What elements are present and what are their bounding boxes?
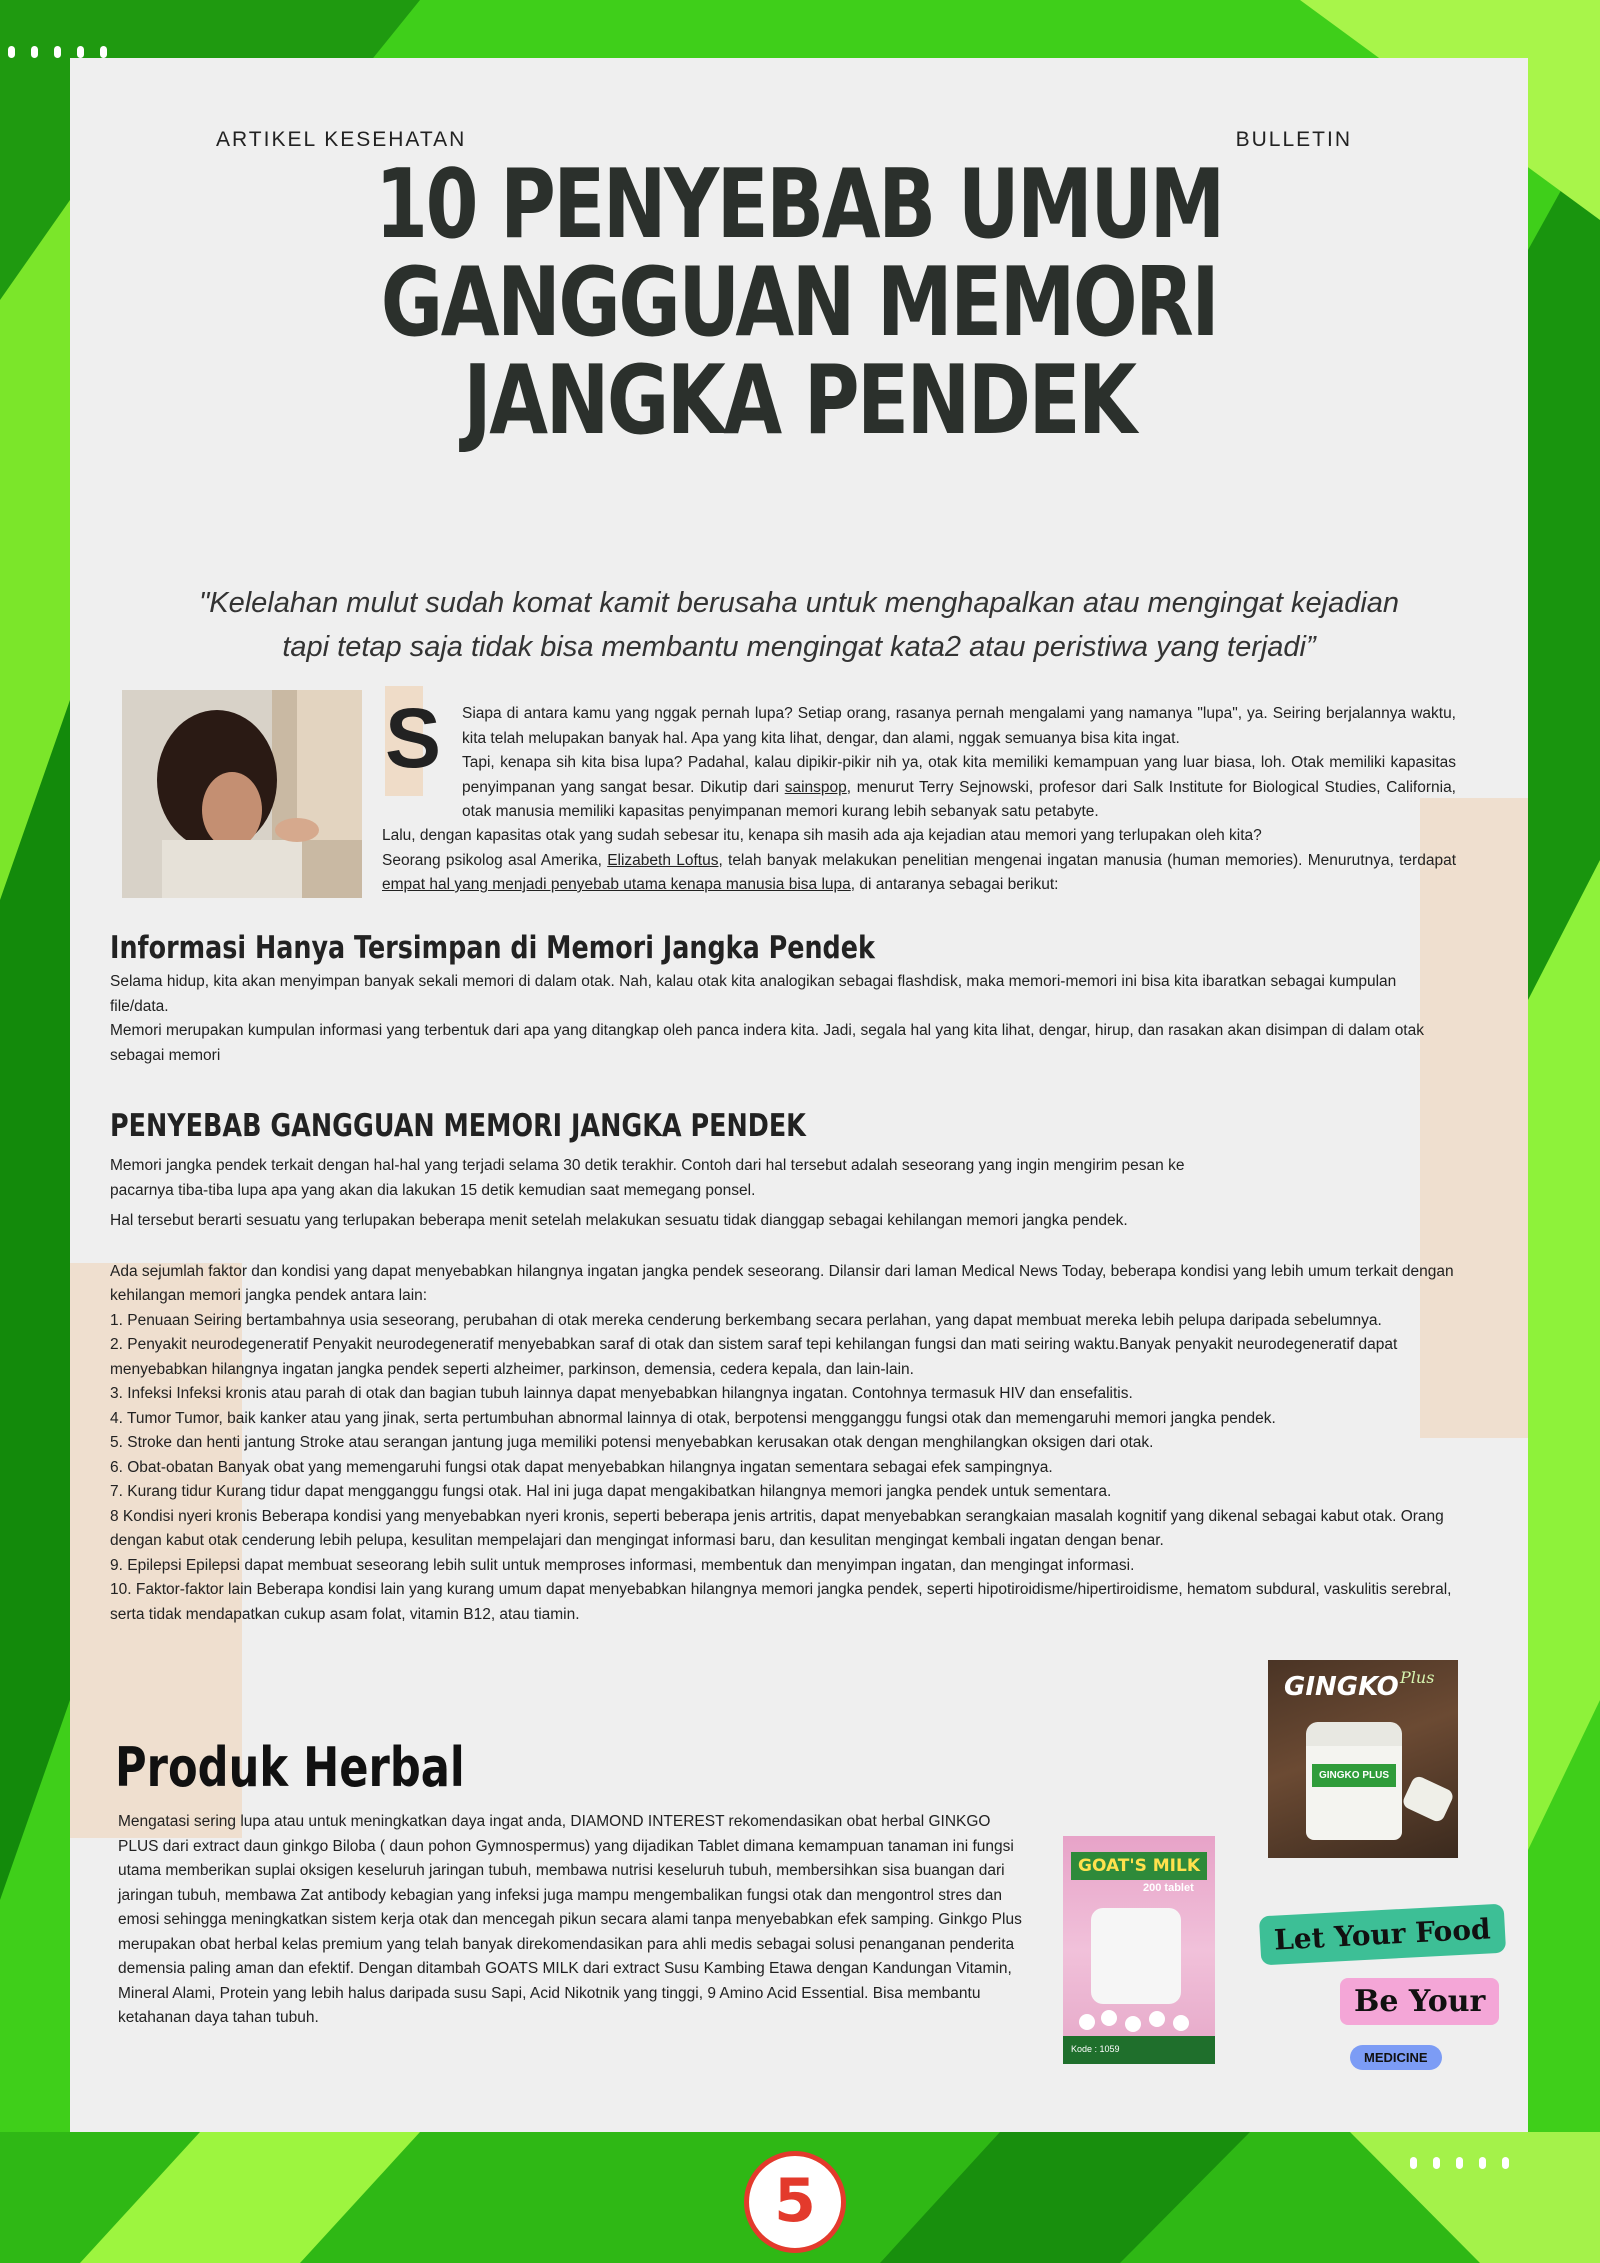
intro-text: , menurut Terry Sejnowski, profesor dari Salk Institute for Biological Studies, California, otak manusia memiliki kapasitas penyimpanan memori kurang lebih sebanyak satu petabyte. bbox=[462, 778, 1456, 820]
list-item: 1. Penuaan Seiring bertambahnya usia seseorang, perubahan di otak mereka cenderung berkembang secara perlahan, yang dapat membuat mereka lebih pelupa daripada sebelumnya. bbox=[110, 1311, 1382, 1329]
pull-quote bbox=[110, 581, 1488, 669]
section2-paragraph: Memori jangka pendek terkait dengan hal-hal yang terjadi selama 30 detik terakhir. Contoh dari hal tersebut adalah seseorang yang ingin mengirim pesan ke bbox=[110, 1157, 1185, 1174]
title-line: JANGKA PENDEK bbox=[463, 346, 1135, 456]
list-item: 6. Obat-obatan Banyak obat yang memengaruhi fungsi otak dapat menyebabkan hilangnya ingatan sementara sebagai efek sampingnya. bbox=[110, 1458, 1053, 1476]
bulletin-label: BULLETIN bbox=[1235, 128, 1352, 151]
penyebab-lupa-link[interactable]: empat hal yang menjadi penyebab utama kenapa manusia bisa lupa bbox=[382, 876, 851, 893]
quote-line: tapi tetap saja tidak bisa membantu mengingat kata2 atau peristiwa yang terjadi” bbox=[282, 631, 1316, 663]
section1-body bbox=[110, 970, 1456, 1068]
list-item: 2. Penyakit neurodegeneratif Penyakit neurodegeneratif menyebabkan saraf di otak dan sistem saraf tepi kehilangan fungsi dan mati seiring waktu.Banyak penyakit neurodegeneratif dapat menyebabkan hilangnya ingatan jangka pendek seperti alzheimer, parkinson, demensia, cedera kepala, dan lain-lain. bbox=[110, 1336, 1398, 1378]
section2-paragraph: Ada sejumlah faktor dan kondisi yang dapat menyebabkan hilangnya ingatan jangka pendek seseorang. Dilansir dari laman Medical News Today, beberapa kondisi yang lebih umum terkait dengan kehilangan memori jangka pendek antara lain: bbox=[110, 1262, 1454, 1304]
decorative-dots-top bbox=[8, 46, 107, 58]
gingko-plus-product-image bbox=[1268, 1660, 1458, 1858]
causes-list bbox=[110, 1309, 1456, 1628]
intro-paragraph-1 bbox=[462, 702, 1456, 825]
section2-paragraph: Hal tersebut berarti sesuatu yang terlupakan beberapa menit setelah melakukan sesuatu tidak dianggap sebagai kehilangan memori jangka pendek. bbox=[110, 1212, 1128, 1229]
intro-text: Tapi, kenapa sih kita bisa lupa? Padahal, kalau dipikir-pikir nih ya, otak kita memiliki kemampuan yang luar biasa, loh. Otak memiliki kapasitas penyimpanan yang sangat besar. Dikutip dari bbox=[462, 754, 1456, 796]
goats-milk-brand: GOAT'S MILK bbox=[1071, 1852, 1207, 1880]
intro-text: , di antaranya sebagai berikut: bbox=[850, 876, 1059, 893]
title-line: 10 PENYEBAB UMUM bbox=[375, 150, 1223, 260]
product-description: Mengatasi sering lupa atau untuk meningkatkan daya ingat anda, DIAMOND INTEREST rekomendasikan obat herbal GINKGO PLUS dari extract daun ginkgo Biloba ( daun pohon Gymnospermus) yang dijadikan Tablet dimana kemampuan tanaman ini fungsi utama memberikan suplai oksigen keseluruh jaringan tubuh, membawa nutrisi keseluruh tubuh, membersihkan sisa buangan dari jaringan tubuh, membawa Zat antibody kebagian yang infeksi juga mampu mengembalikan fungsi otak dan mengontrol stres dan emosi sehingga meningkatkan sistem kerja otak dan mencegah pikun secara alami tanpa menyebabkan efek samping. Ginkgo Plus merupakan obat herbal kelas premium yang telah banyak direkomendasikan para ahli medis sebagai solusi penanganan penderita demensia paling aman dan efektif. Dengan ditambah GOATS MILK dari extract Susu Kambing Etawa dengan Kandungan Vitamin, Mineral Alami, Protein yang lebih halus daripada susu Sapi, Acid Nikotnik yang tinggi, 9 Amino Acid Essential. Bisa membantu ketahanan daya tahan tubuh. bbox=[118, 1813, 1022, 2026]
goats-milk-code: Kode : 1059 bbox=[1063, 2036, 1215, 2064]
intro-text: Seorang psikolog asal Amerika, bbox=[382, 851, 608, 869]
slogan-line-3: MEDICINE bbox=[1350, 2045, 1442, 2070]
product-heading: Produk Herbal bbox=[115, 1736, 465, 1799]
section1-paragraph: Memori merupakan kumpulan informasi yang terbentuk dari apa yang ditangkap oleh panca indera kita. Jadi, segala hal yang kita lihat, dengar, hirup, dan rasakan akan disimpan di dalam otak sebagai memori bbox=[110, 1022, 1424, 1064]
goats-milk-bottle bbox=[1091, 1908, 1181, 2004]
goats-milk-product-image bbox=[1063, 1836, 1215, 2064]
small-bottle bbox=[1401, 1774, 1455, 1823]
list-item: 4. Tumor Tumor, baik kanker atau yang jinak, serta pertumbuhan abnormal lainnya di otak, berpotensi mengganggu fungsi otak dan memengaruhi memori jangka pendek. bbox=[110, 1409, 1276, 1427]
intro-text: , telah banyak melakukan penelitian mengenai ingatan manusia (human memories). Menurutnya, terdapat bbox=[718, 851, 1457, 869]
tablets bbox=[1073, 2008, 1203, 2034]
list-item: 9. Epilepsi Epilepsi dapat membuat seseorang lebih sulit untuk memproses informasi, membentuk dan menyimpan ingatan, dan mengingat informasi. bbox=[110, 1556, 1135, 1574]
page-number: 5 bbox=[744, 2151, 846, 2253]
decorative-dots-bottom bbox=[1410, 2157, 1509, 2169]
gingko-bottle-label: GINGKO PLUS bbox=[1312, 1764, 1396, 1787]
section1-paragraph: Selama hidup, kita akan menyimpan banyak sekali memori di dalam otak. Nah, kalau otak kita analogikan sebagai flashdisk, maka memori-memori ini bisa kita ibaratkan sebagai kumpulan file/data. bbox=[110, 973, 1397, 1015]
article-page bbox=[70, 58, 1528, 2132]
quote-line: "Kelelahan mulut sudah komat kamit berusaha untuk menghapalkan atau mengingat kejadian bbox=[198, 587, 1400, 619]
gingko-plus-label: Plus bbox=[1400, 1668, 1435, 1687]
section2-body bbox=[110, 1154, 1456, 1627]
section1-heading: Informasi Hanya Tersimpan di Memori Jangka Pendek bbox=[110, 930, 875, 966]
list-item: 7. Kurang tidur Kurang tidur dapat mengganggu fungsi otak. Hal ini juga dapat mengakibatkan hilangnya memori jangka pendek untuk sementara. bbox=[110, 1483, 1112, 1500]
intro-paragraph-2 bbox=[382, 824, 1456, 898]
woman-headache-photo bbox=[122, 690, 362, 898]
sainspop-link[interactable]: sainspop bbox=[784, 778, 847, 796]
section-label: ARTIKEL KESEHATAN bbox=[216, 128, 467, 151]
list-item: 10. Faktor-faktor lain Beberapa kondisi lain yang kurang umum dapat menyebabkan hilangnya memori jangka pendek, seperti hipotiroidisme/hipertiroidisme, hematom subdural, vaskulitis serebral, serta tidak mendapatkan cukup asam folat, vitamin B12, atau tiamin. bbox=[110, 1581, 1452, 1623]
goats-milk-count: 200 tablet bbox=[1143, 1882, 1194, 1894]
section2-heading: PENYEBAB GANGGUAN MEMORI JANGKA PENDEK bbox=[110, 1108, 806, 1144]
slogan-line-1: Let Your Food bbox=[1259, 1904, 1506, 1966]
elizabeth-loftus-link[interactable]: Elizabeth Loftus bbox=[607, 851, 719, 869]
drop-cap: S bbox=[385, 686, 423, 796]
intro-text: Siapa di antara kamu yang nggak pernah lupa? Setiap orang, rasanya pernah mengalami yang namanya "lupa", ya. Seiring berjalannya waktu, kita telah melupakan banyak hal. Apa yang kita lihat, dengar, dan alami, nggak semuanya bisa kita ingat. bbox=[462, 705, 1456, 747]
list-item: 5. Stroke dan henti jantung Stroke atau serangan jantung juga memiliki potensi menyebabkan kerusakan otak dengan menghilangkan oksigen dari otak. bbox=[110, 1434, 1154, 1451]
slogan-line-2: Be Your bbox=[1340, 1978, 1499, 2025]
gingko-logo: GINGKO bbox=[1284, 1672, 1399, 1702]
section2-paragraph: pacarnya tiba-tiba lupa apa yang akan dia lakukan 15 detik kemudian saat memegang ponsel. bbox=[110, 1181, 756, 1199]
title-line: GANGGUAN MEMORI bbox=[380, 248, 1218, 358]
intro-text: Lalu, dengan kapasitas otak yang sudah sebesar itu, kenapa sih masih ada aja kejadian atau memori yang terlupakan oleh kita? bbox=[382, 827, 1262, 844]
page-title bbox=[216, 150, 1382, 456]
list-item: 8 Kondisi nyeri kronis Beberapa kondisi yang menyebabkan nyeri kronis, seperti beberapa jenis artritis, dapat menyebabkan serangkaian masalah kognitif yang dikenal sebagai kabut otak. Orang dengan kabut otak cenderung lebih pelupa, kesulitan mempelajari dan mengingat informasi baru, dan kesulitan mengingat kembali ingatan dengan benar. bbox=[110, 1507, 1444, 1549]
list-item: 3. Infeksi Infeksi kronis atau parah di otak dan bagian tubuh lainnya dapat menyebabkan hilangnya ingatan. Contohnya termasuk HIV dan ensefalitis. bbox=[110, 1385, 1133, 1402]
gingko-bottle bbox=[1306, 1722, 1402, 1840]
